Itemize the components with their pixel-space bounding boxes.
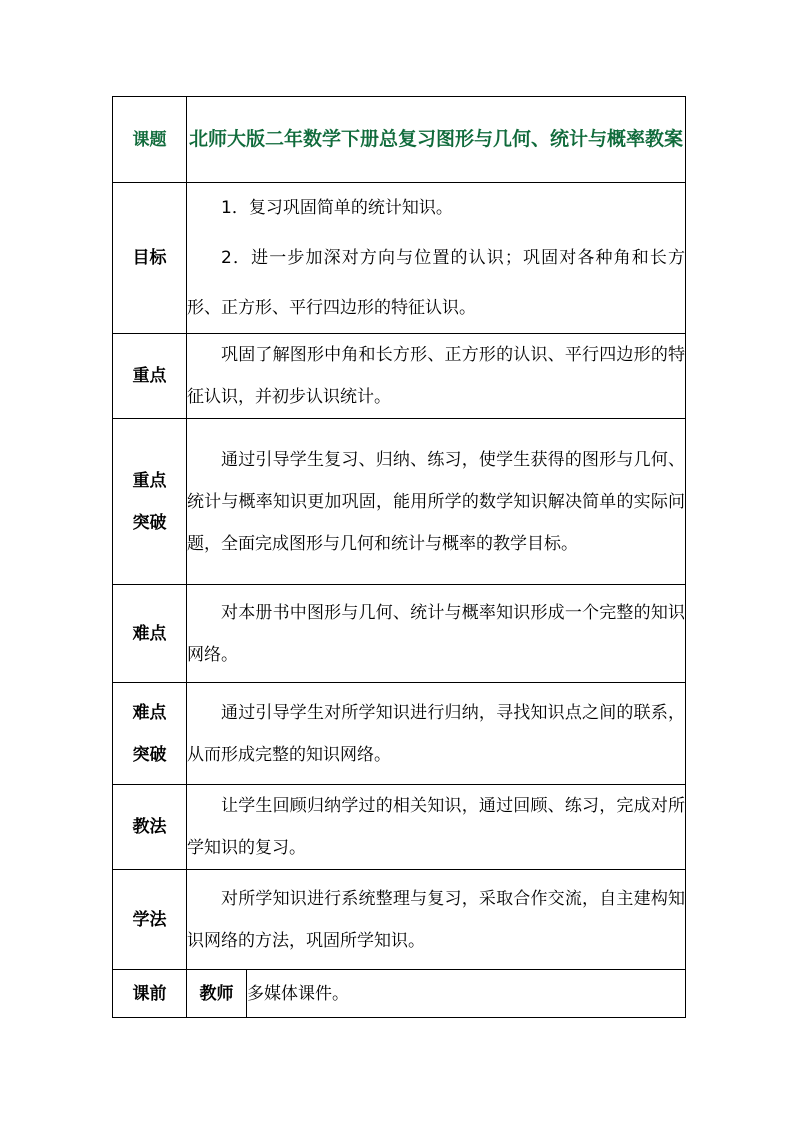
learning-method-text: 对所学知识进行系统整理与复习，采取合作交流，自主建构知识网络的方法，巩固所学知识。 xyxy=(187,888,686,951)
difficulty-breakthrough-label xyxy=(113,683,187,785)
title-row xyxy=(113,97,686,183)
difficulty-row xyxy=(113,585,686,683)
lesson-plan-table xyxy=(112,96,686,1018)
goal-2: 2．进一步加深对方向与位置的认识；巩固对各种角和长方形、正方形、平行四边形的特征认识。 xyxy=(187,248,686,318)
key-points-breakthrough-label-line-2: 突破 xyxy=(132,512,167,533)
learning-method-label-text: 学法 xyxy=(132,909,167,930)
difficulty-breakthrough-label-line-1: 难点 xyxy=(132,702,167,723)
pre-class-row xyxy=(113,970,686,1018)
difficulty-breakthrough-row xyxy=(113,683,686,785)
title-label: 课题 xyxy=(113,97,187,183)
learning-method-content xyxy=(187,870,686,970)
goals-row xyxy=(113,183,686,334)
learning-method-label xyxy=(113,870,187,970)
difficulty-content xyxy=(187,585,686,683)
key-points-breakthrough-label-line-1: 重点 xyxy=(132,470,167,491)
goal-1: 1．复习巩固简单的统计知识。 xyxy=(221,198,453,218)
teacher-prep-content: 多媒体课件。 xyxy=(247,970,686,1018)
teaching-method-content xyxy=(187,785,686,870)
pre-class-label: 课前 xyxy=(113,970,187,1018)
teaching-method-label xyxy=(113,785,187,870)
key-points-content xyxy=(187,334,686,419)
key-points-breakthrough-content xyxy=(187,419,686,585)
difficulty-text: 对本册书中图形与几何、统计与概率知识形成一个完整的知识网络。 xyxy=(187,602,686,665)
difficulty-breakthrough-text: 通过引导学生对所学知识进行归纳，寻找知识点之间的联系，从而形成完整的知识网络。 xyxy=(187,702,686,765)
key-points-row xyxy=(113,334,686,419)
lesson-title: 北师大版二年数学下册总复习图形与几何、统计与概率教案 xyxy=(187,97,686,183)
key-points-breakthrough-row xyxy=(113,419,686,585)
key-points-text: 巩固了解图形中角和长方形、正方形的认识、平行四边形的特征认识，并初步认识统计。 xyxy=(187,345,686,407)
goals-content xyxy=(187,183,686,334)
difficulty-label-text: 难点 xyxy=(132,623,167,644)
key-points-breakthrough-text: 通过引导学生复习、归纳、练习，使学生获得的图形与几何、统计与概率知识更加巩固，能用所学的数学知识解决简单的实际问题，全面完成图形与几何和统计与概率的教学目标。 xyxy=(187,449,686,554)
key-points-label-text: 重点 xyxy=(132,366,167,386)
key-points-label xyxy=(113,334,187,419)
learning-method-row xyxy=(113,870,686,970)
goals-label xyxy=(113,183,187,334)
goals-label-text: 目标 xyxy=(132,248,167,268)
difficulty-breakthrough-label-line-2: 突破 xyxy=(132,744,167,765)
teacher-label: 教师 xyxy=(187,970,247,1018)
difficulty-label xyxy=(113,585,187,683)
key-points-breakthrough-label xyxy=(113,419,187,585)
difficulty-breakthrough-content xyxy=(187,683,686,785)
teaching-method-text: 让学生回顾归纳学过的相关知识，通过回顾、练习，完成对所学知识的复习。 xyxy=(187,796,686,858)
teaching-method-label-text: 教法 xyxy=(132,817,167,837)
teaching-method-row xyxy=(113,785,686,870)
